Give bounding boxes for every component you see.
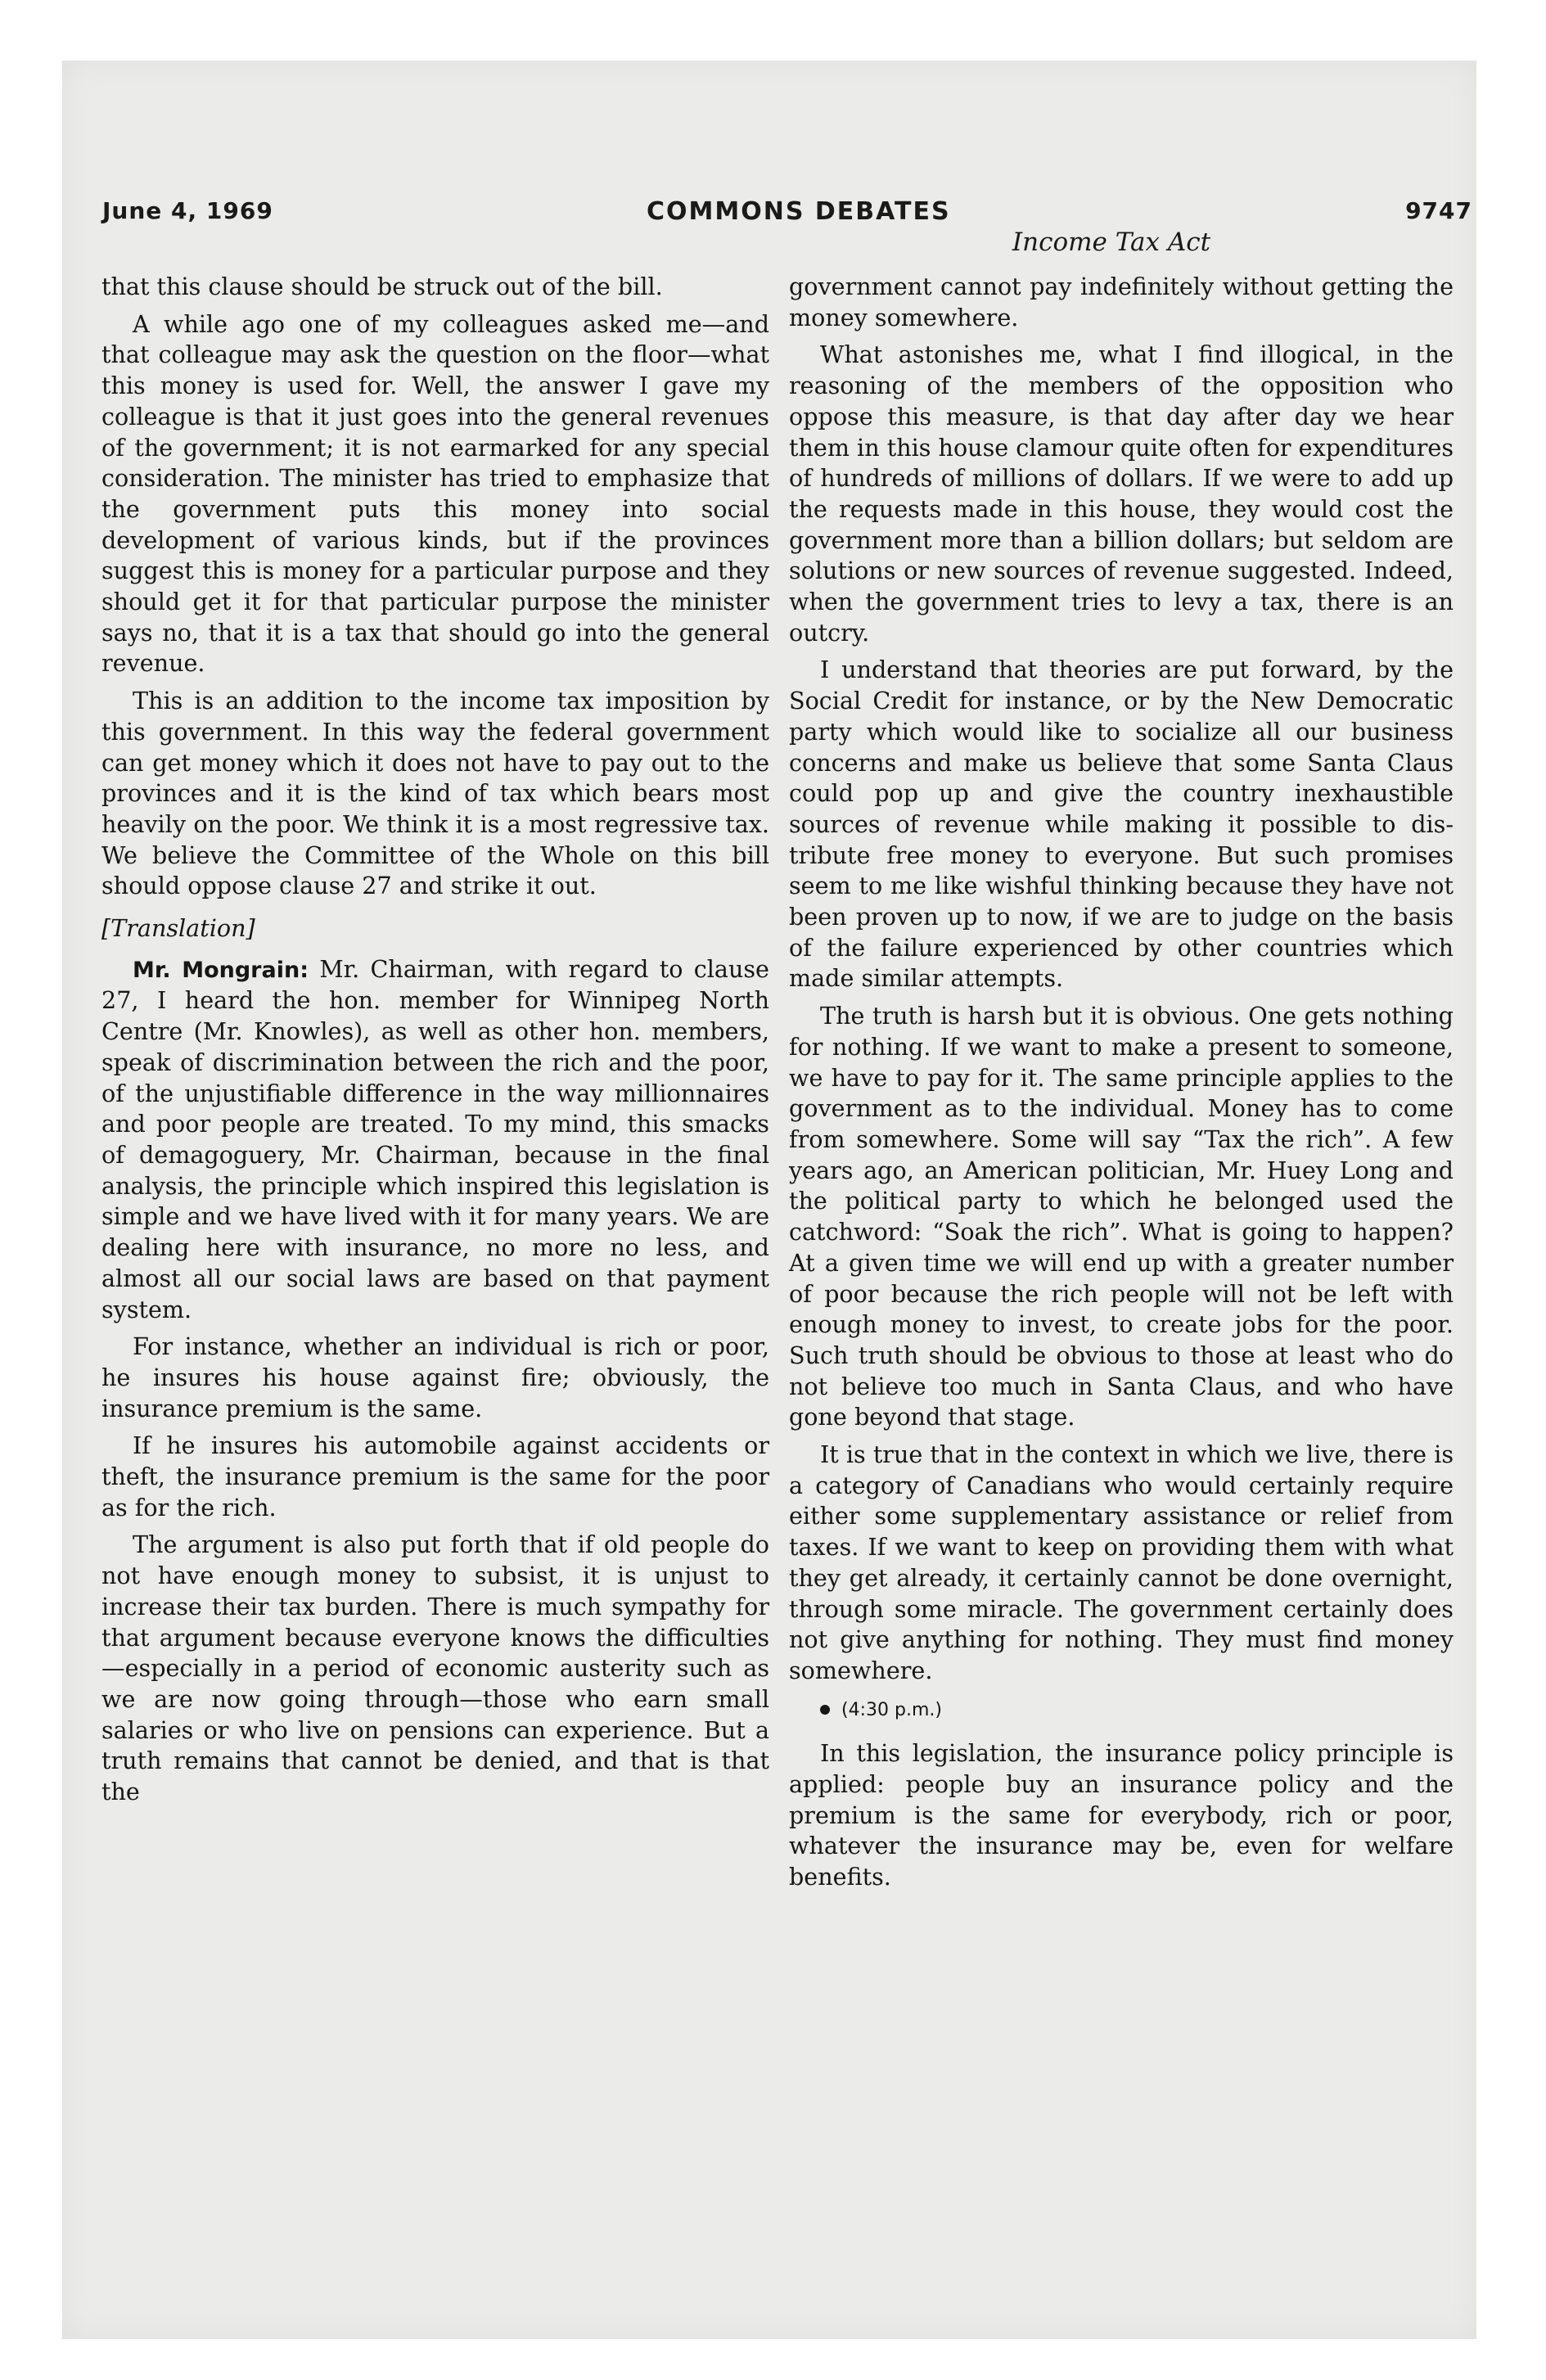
translation-heading: [Translation] — [101, 914, 255, 943]
right-column — [789, 272, 1454, 1900]
right-paragraph-6: In this legislation, the insurance policy principle is applied: people buy an insurance policy and the premium is the same for everybody, rich or poor, whatever the insurance may be, even for welfare benefits. — [789, 1739, 1454, 1891]
right-paragraph-2: What astonishes me, what I find illogical, in the reasoning of the members of the opposition who oppose this measure, is that day after day we hear them in this house clamour quite often for expenditures of hundreds of millions of dollars. If we were to add up the requests made in this house, they would cost the government more than a billion dollars; but seldom are solutions or new sources of revenue suggested. Indeed, when the government tries to levy a tax, there is an outcry. — [789, 340, 1454, 647]
speaker-name: Mr. Mongrain: — [133, 957, 309, 983]
header-title: COMMONS DEBATES — [647, 197, 951, 226]
speaker-text: Mr. Chairman, with regard to clause 27, I heard the hon. member for Winnipeg North Centre (Mr. Knowles), as well as other hon. members, speak of discrimination between the rich and the poor, of the unjustifiable difference in the way millionnaires and poor people are treated. To my mind, this smacks of demagoguery, Mr. Chairman, because in the final analysis, the principle which inspired this legislation is simple and we have lived with it for many years. We are dealing here with insurance, no more no less, and almost all our social laws are based on that payment system. — [101, 954, 769, 1323]
left-paragraph-3: This is an addition to the income tax imposition by this government. In this way the federal government can get money which it does not have to pay out to the provinces and it is the kind of tax which bears most heavily on the poor. We think it is a most regressive tax. We believe the Committee of the Whole on this bill should oppose clause 27 and strike it out. — [101, 687, 769, 900]
header-date: June 4, 1969 — [102, 197, 273, 224]
bullet-icon — [820, 1705, 830, 1715]
section-subtitle: Income Tax Act — [1012, 228, 1211, 257]
time-stamp-line — [789, 1695, 1454, 1726]
right-paragraph-5: It is true that in the context in which we live, there is a category of Canadians who would certainly require either some supplementary assistance or relief from taxes. If we want to keep on providing them with what they get already, it certainly cannot be done overnight, through some miracle. The government certainly does not give anything for nothing. They must find money somewhere. — [789, 1440, 1454, 1684]
right-paragraph-1: government cannot pay indefinitely without getting the money somewhere. — [789, 273, 1454, 331]
left-paragraph-6: If he insures his automobile against accidents or theft, the insurance premium is the same for the poor as for the rich. — [101, 1431, 769, 1521]
right-paragraph-4: The truth is harsh but it is obvious. One gets nothing for nothing. If we want to make a present to someone, we have to pay for it. The same principle applies to the government as to the individual. Money has to come from somewhere. Some will say “Tax the rich”. A few years ago, an American politician, Mr. Huey Long and the political party to which he belonged used the catchword: “Soak the rich”. What is going to happen? At a given time we will end up with a greater number of poor because the rich people will not be left with enough money to invest, to create jobs for the poor. Such truth should be obvious to those at least who do not believe too much in Santa Claus, and who have gone beyond that stage. — [789, 1002, 1454, 1431]
left-column — [101, 272, 769, 1814]
left-paragraph-7: The argument is also put forth that if old people do not have enough money to subsist, it is unjust to increase their tax burden. There is much sympathy for that argument because everyone knows the difficulties—especially in a period of economic austerity such as we are now going through—those who earn small salaries or who live on pensions can experience. But a truth remains that cannot be denied, and that is that the — [101, 1530, 769, 1806]
left-paragraph-1: that this clause should be struck out of the bill. — [101, 273, 663, 300]
page-sheet — [62, 61, 1476, 2339]
left-paragraph-2: A while ago one of my colleagues asked me—and that colleague may ask the question on the floor—what this money is used for. Well, the answer I gave my colleague is that it just goes into the general revenues of the government; it is not earmarked for any special consideration. The minister has tried to emphasize that the government puts this money into social development of various kinds, but if the provinces suggest this is money for a particular purpose and they should get it for that particular purpose the minister says no, that it is a tax that should go into the general revenue. — [101, 309, 769, 678]
left-paragraph-5: For instance, whether an individual is rich or poor, he insures his house against fire; obviously, the insurance premium is the same. — [101, 1332, 769, 1422]
right-paragraph-3: I understand that theories are put forward, by the Social Credit for instance, or by the New Democratic party which would like to socialize all our business concerns and make us believe that some Santa Claus could pop up and give the country inexhaustible sources of revenue while making it possible to distribute free money to everyone. But such promises seem to me like wishful thinking because they have not been proven up to now, if we are to judge on the basis of the failure experienced by other countries which made similar attempts. — [789, 656, 1454, 993]
left-paragraph-speaker — [101, 954, 769, 1325]
time-stamp: (4:30 p.m.) — [841, 1699, 942, 1720]
header-page-number: 9747 — [1405, 197, 1472, 224]
